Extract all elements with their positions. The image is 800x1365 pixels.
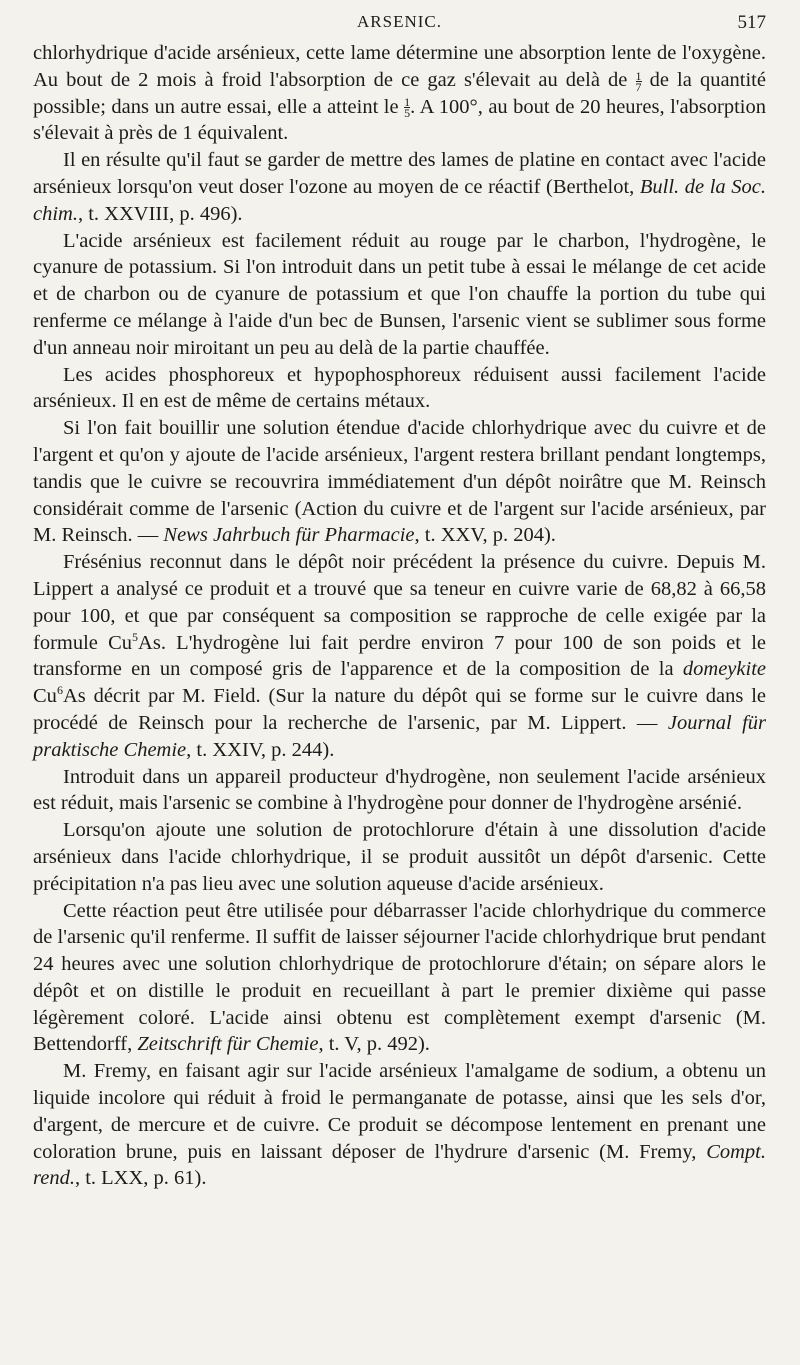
fraction-numerator: 1 — [635, 68, 642, 83]
paragraph-1 — [33, 40, 766, 147]
running-title: ARSENIC. — [357, 12, 442, 31]
paragraph-text: , t. XXVIII, p. 496). — [77, 202, 243, 225]
paragraph-text: . A 100°, au bout de 20 heures, l'absorption s'élevait à près de 1 équivalent. — [33, 95, 767, 145]
paragraph-3: L'acide arsénieux est facilement réduit au rouge par le charbon, l'hydrogène, le cyanure de potassium. Si l'on introduit dans un petit tube à essai le mélange de cet acide et de charbon ou de cyanure de potassium et que l'on chauffe la portion du tube qui renferme ce mélange à l'aide d'un bec de Bunsen, l'arsenic vient se sublimer sous forme d'un anneau noir miroitant un peu au delà de la partie chauffée. — [33, 229, 766, 359]
citation-title: Compt. rend. — [33, 1140, 766, 1190]
citation-title: Journal für praktische Chemie — [33, 711, 767, 761]
paragraph-text: As décrit par M. Field. (Sur la nature du dépôt qui se forme sur le cuivre dans le procédé de Reinsch pour la recherche de l'arsenic, par M. Lippert. — — [33, 685, 766, 734]
paragraph-7: Introduit dans un appareil producteur d'hydrogène, non seulement l'acide arsénieux est réduit, mais l'arsenic se combine à l'hydrogène pour donner de l'hydrogène arsénié. — [33, 765, 766, 815]
paragraph-10 — [33, 1058, 766, 1192]
citation-title: Bull. de la Soc. chim. — [33, 175, 766, 225]
fraction-denominator: 5 — [404, 106, 411, 121]
paragraph-text: Cu — [33, 685, 57, 708]
fraction-denominator: 7 — [635, 79, 642, 94]
paragraph-6 — [33, 549, 766, 763]
fraction-numerator: 1 — [404, 95, 411, 110]
citation-title: Zeitschrift für Chemie — [137, 1033, 319, 1056]
formula-subscript: 6 — [56, 683, 63, 698]
paragraph-text: , t. XXIV, p. 244). — [186, 738, 335, 761]
paragraph-text: As. L'hydrogène lui fait perdre environ 7 pour 100 de son poids et le transforme en un composé gris de l'apparence et de la composition de la — [33, 631, 766, 681]
paragraph-9 — [33, 898, 766, 1059]
paragraph-5 — [33, 415, 766, 549]
mineral-name: domeykite — [682, 658, 766, 681]
paragraph-text: de la quantité possible; dans un autre essai, elle a atteint le — [33, 68, 766, 118]
paragraph-text: , t. V, p. 492). — [318, 1033, 430, 1056]
paragraph-text: Frésénius reconnut dans le dépôt noir précédent la présence du cuivre. Depuis M. Lippert a analysé ce produit et a trouvé que sa teneur en cuivre varie de 68,82 à 66,58 pour 100, et que par conséquent sa composition se rapproche de celle exigée par la formule Cu — [33, 551, 766, 654]
paragraph-text: , t. LXX, p. 61). — [74, 1167, 207, 1190]
paragraph-text: , t. XXV, p. 204). — [414, 524, 556, 547]
paragraph-text: Il en résulte qu'il faut se garder de mettre des lames de platine en contact avec l'acide arsénieux lorsqu'on veut doser l'ozone au moyen de ce réactif (Berthelot, — [33, 149, 766, 198]
body-text — [33, 40, 766, 1192]
paragraph-4: Les acides phosphoreux et hypophosphoreux réduisent aussi facilement l'acide arsénieux. Il en est de même de certains métaux. — [33, 363, 766, 413]
paragraph-text: M. Fremy, en faisant agir sur l'acide arsénieux l'amalgame de sodium, a obtenu un liquide incolore qui réduit à froid le permanganate de potasse, ainsi que les sels d'or, d'argent, de mercure et de cuivre. Ce produit se décompose lentement en prenant une coloration brune, puis en laissant déposer de l'hydrure d'arsenic (M. Fremy, — [33, 1060, 766, 1163]
formula-subscript: 5 — [132, 629, 139, 644]
paragraph-8: Lorsqu'on ajoute une solution de protochlorure d'étain à une dissolution d'acide arsénieux dans l'acide chlorhydrique, il se produit aussitôt un dépôt d'arsenic. Cette précipitation n'a pas lieu avec une solution aqueuse d'acide arsénieux. — [33, 819, 766, 895]
page-header — [33, 0, 766, 40]
paragraph-text: Si l'on fait bouillir une solution étendue d'acide chlorhydrique avec du cuivre et de l'argent et qu'on y ajoute de l'acide arsénieux, l'argent restera brillant pendant longtemps, tandis que le cuivre se recouvrira immédiatement d'un dépôt noirâtre que M. Reinsch considérait comme de l'arsenic (Action du cuivre et de l'argent sur l'acide arsénieux, par M. Reinsch. — — [33, 417, 766, 547]
paragraph-2 — [33, 147, 766, 227]
paragraph-text: Cette réaction peut être utilisée pour débarrasser l'acide chlorhydrique du commerce de l'arsenic qu'il renferme. Il suffit de laisser séjourner l'acide chlorhydrique brut pendant 24 heures avec une solution chlorhydrique de protochlorure d'étain; on sépare alors le dépôt et on distille le produit en recueillant à part le premier dixième qui passe légèrement coloré. L'acide ainsi obtenu est complètement exempt d'arsenic (M. Bettendorff, — [33, 899, 766, 1056]
page-number: 517 — [737, 12, 766, 33]
paragraph-text: chlorhydrique d'acide arsénieux, cette lame détermine une absorption lente de l'oxygène. Au bout de 2 mois à froid l'absorption de ce gaz s'élevait au delà de — [33, 42, 766, 91]
citation-title: News Jahrbuch für Pharmacie — [163, 524, 415, 547]
